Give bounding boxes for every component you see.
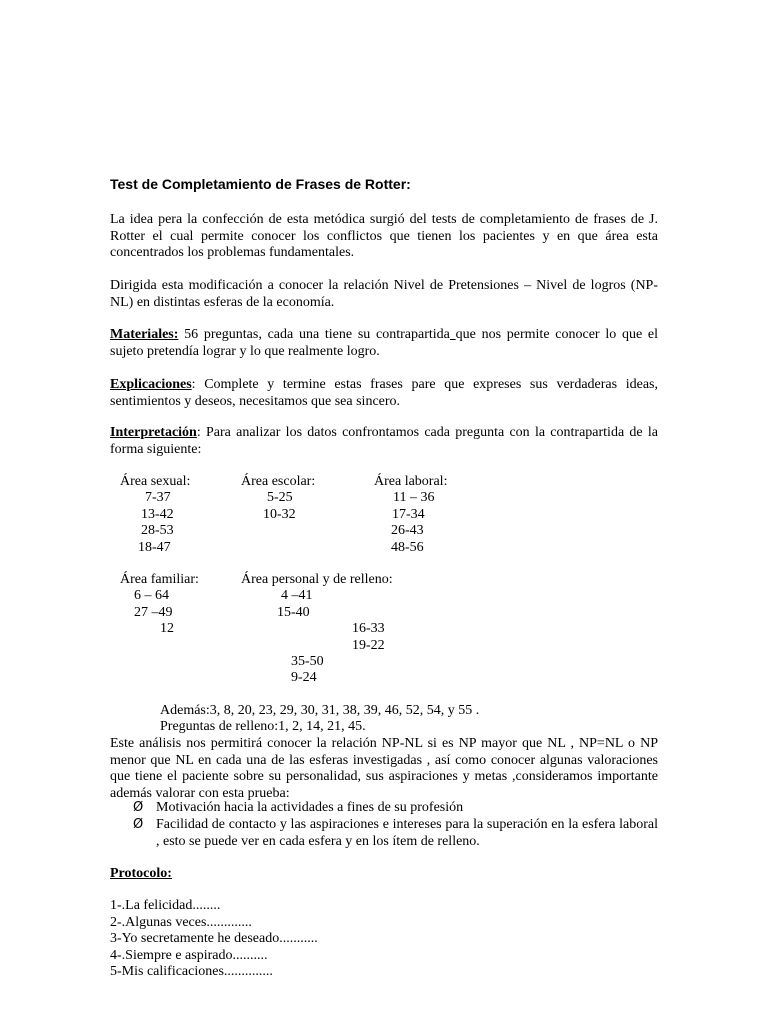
area-sexual-item: 28-53 [141,523,174,538]
protocolo-item: 4-.Siempre e aspirado.......... [110,948,268,963]
area-escolar-title: Área escolar: [241,474,316,489]
area-personal-item: 15-40 [277,605,310,620]
area-sexual-item: 7-37 [145,490,171,505]
area-familiar-item: 12 [160,621,174,636]
area-sexual-title: Área sexual: [120,474,191,489]
area-laboral-item: 48-56 [391,540,424,555]
interpretacion-text: : Para analizar los datos confrontamos cada pregunta con la contrapartida de la forma siguiente: [110,425,658,457]
explicaciones-text: : Complete y termine estas frases pare que expreses sus verdaderas ideas, sentimientos y deseos, necesitamos que sea sincero. [110,377,658,409]
protocolo-item: 5-Mis calificaciones.............. [110,964,273,979]
ademas-line: Además:3, 8, 20, 23, 29, 30, 31, 38, 39, 46, 52, 54, y 55 . [160,703,480,718]
intro-paragraph: La idea pera la confección de esta metódica surgió del tests de completamiento de frases de J. Rotter el cual permite conocer los conflictos que tienen los pacientes y en que área esta concentrados los problemas fundamentales. [110,212,658,260]
area-sexual-item: 13-42 [141,507,174,522]
area-personal-title: Área personal y de relleno: [241,572,393,587]
analysis-paragraph: Este análisis nos permitirá conocer la relación NP-NL si es NP mayor que NL , NP=NL o NP menor que NL en cada una de las esferas investigadas , así como conocer algunas valoraciones que tiene el paciente sobre su personalidad, sus aspiraciones y metas ,consideramos importante además valorar con esta prueba: [110,736,658,801]
area-familiar-title: Área familiar: [120,572,199,587]
area-personal-item: 19-22 [352,638,385,653]
area-laboral-item: 11 – 36 [393,490,435,505]
area-sexual-item: 18-47 [138,540,171,555]
relleno-line: Preguntas de relleno:1, 2, 14, 21, 45. [160,719,366,734]
materiales-text: 56 preguntas, cada una tiene su contrapartida [178,327,450,342]
interpretacion-paragraph [110,425,658,458]
protocolo-item: 2-.Algunas veces............. [110,915,252,930]
explicaciones-label: Explicaciones [110,377,192,392]
document-title: Test de Completamiento de Frases de Rotter: [110,176,411,192]
area-escolar-item: 10-32 [263,507,296,522]
interpretacion-label: Interpretación [110,425,197,440]
explicaciones-paragraph [110,377,658,410]
bullet-item: Facilidad de contacto y las aspiraciones e intereses para la superación en la esfera laboral , esto se puede ver en cada esfera y en los ítem de relleno. [156,817,658,849]
area-laboral-title: Área laboral: [374,474,448,489]
area-familiar-item: 27 –49 [134,605,173,620]
bullet-arrow-icon: Ø [133,817,144,832]
area-personal-item: 35-50 [291,654,324,669]
materiales-paragraph [110,327,658,360]
area-laboral-item: 17-34 [392,507,425,522]
materiales-label: Materiales: [110,327,179,342]
materiales-text2: que nos permite conocer lo que el sujeto pretendía lograr y lo que realmente logro. [110,327,659,359]
area-personal-item: 16-33 [352,621,385,636]
area-laboral-item: 26-43 [391,523,424,538]
bullet-arrow-icon: Ø [133,800,144,815]
bullet-item: Motivación hacia la actividades a fines de su profesión [156,800,464,815]
area-escolar-item: 5-25 [267,490,293,505]
area-familiar-item: 6 – 64 [134,588,169,603]
protocolo-item: 3-Yo secretamente he deseado........... [110,931,318,946]
protocolo-label: Protocolo: [110,866,172,881]
protocolo-item: 1-.La felicidad........ [110,898,221,913]
area-personal-item: 4 –41 [281,588,313,603]
modification-paragraph: Dirigida esta modificación a conocer la relación Nivel de Pretensiones – Nivel de logros (NP-NL) en distintas esferas de la economía. [110,278,658,310]
area-personal-item: 9-24 [291,670,317,685]
